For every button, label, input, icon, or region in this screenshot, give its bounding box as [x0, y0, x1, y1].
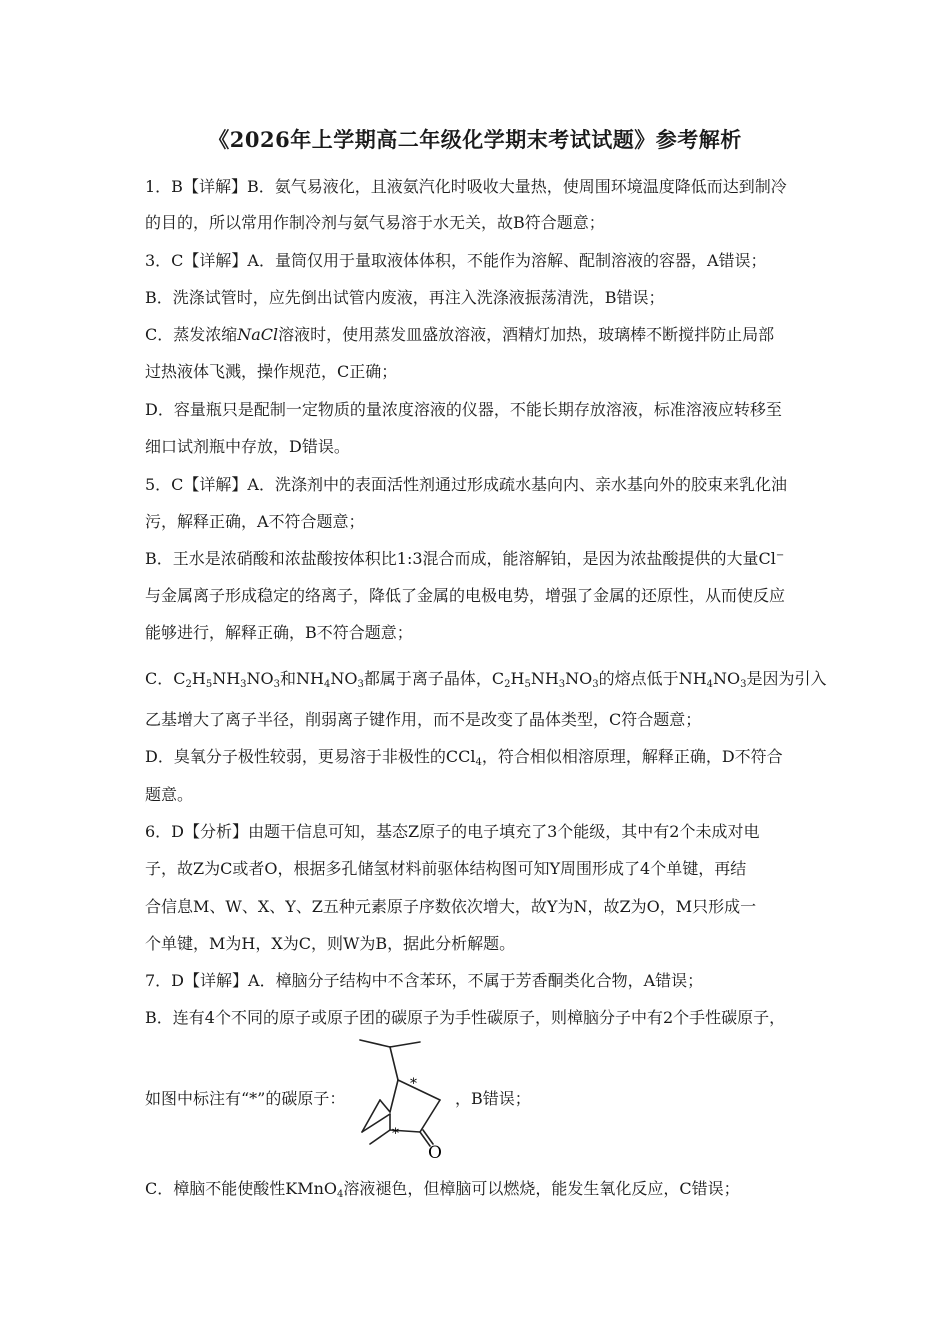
formula-part: NO [246, 669, 274, 688]
chiral-star-label: * [392, 1126, 399, 1142]
formula-sub: 5 [205, 679, 213, 690]
formula-sub: 4 [475, 757, 482, 768]
formula-part: NH [678, 669, 707, 688]
bond [420, 1100, 440, 1132]
formula-nh4no3 [679, 669, 747, 688]
text-line: 7．D【详解】A．樟脑分子结构中不含苯环，不属于芳香酮类化合物，A错误； [145, 971, 704, 990]
formula-part: NO [713, 669, 741, 688]
formula-sub: 5 [524, 679, 531, 690]
text-span: B．王水是浓硝酸和浓盐酸按体积比1:3混合而成，能溶解铂，是因为浓盐酸提供的大量Cl [145, 549, 776, 568]
formula-sub: 2 [504, 679, 511, 690]
text-line [145, 746, 815, 768]
text-span: 的熔点低于 [598, 669, 679, 688]
text-line: 细口试剂瓶中存放，D错误。 [145, 437, 350, 456]
formula-part: NH [530, 669, 559, 688]
bond [380, 1100, 390, 1112]
text-line: 1．B【详解】B．氨气易液化，且液氨汽化时吸收大量热，使周围环境温度降低而达到制冷 [145, 177, 787, 196]
formula-nh4no3 [296, 669, 364, 688]
text-line: 过热液体飞溅，操作规范，C正确； [145, 362, 398, 381]
formula-sub: 3 [558, 679, 566, 690]
text-line: 5．C【详解】A．洗涤剂中的表面活性剂通过形成疏水基向内、亲水基向外的胶束来乳化油 [145, 475, 787, 494]
text-line [145, 1178, 815, 1200]
text-line: B．连有4个不同的原子或原子团的碳原子为手性碳原子，则樟脑分子中有2个手性碳原子， [145, 1008, 786, 1027]
text-span: 是因为引入 [746, 669, 827, 688]
formula-part: C [491, 669, 505, 688]
text-span: 溶液时，使用蒸发皿盛放溶液，酒精灯加热，玻璃棒不断搅拌防止局部 [278, 325, 775, 344]
text-line: D．容量瓶只是配制一定物质的量浓度溶液的仪器，不能长期存放溶液，标准溶液应转移至 [145, 400, 782, 419]
text-line: ，B错误； [455, 1089, 531, 1108]
formula-part: H [510, 669, 525, 688]
text-line [145, 668, 827, 690]
bond [360, 1040, 390, 1047]
text-span: D．臭氧分子极性较弱，更易溶于非极性的CCl [145, 747, 476, 766]
formula-part: C [173, 669, 186, 688]
formula-sub: 3 [273, 679, 281, 690]
text-line: 能够进行，解释正确，B不符合题意； [145, 623, 413, 642]
text-line: 的目的，所以常用作制冷剂与氨气易溶于水无关，故B符合题意； [145, 213, 605, 232]
text-line: 个单键，M为H，X为C，则W为B，据此分析解题。 [145, 934, 516, 953]
text-line: 题意。 [145, 785, 194, 804]
text-line: 污，解释正确，A不符合题意； [145, 512, 365, 531]
charge-superscript: − [775, 550, 785, 561]
formula-sub: 3 [740, 679, 747, 690]
formula-sub: 4 [324, 679, 331, 690]
bond [390, 1080, 398, 1112]
text-line: 子，故Z为C或者O，根据多孔储氢材料前驱体结构图可知Y周围形成了4个单键，再结 [145, 859, 747, 878]
bond [362, 1100, 380, 1132]
text-line: 3．C【详解】A．量筒仅用于量取液体体积，不能作为溶解、配制溶液的容器，A错误； [145, 251, 767, 270]
text-span: 都属于离子晶体， [363, 669, 492, 688]
formula-part: NH [212, 669, 241, 688]
oxygen-label: O [428, 1143, 442, 1163]
text-line: 6．D【分析】由题干信息可知，基态Z原子的电子填充了3个能级，其中有2个未成对电 [145, 822, 760, 841]
formula-part: KMnO [285, 1179, 338, 1198]
formula-sub: 3 [240, 679, 247, 690]
bond [390, 1047, 398, 1080]
formula-sub: 3 [592, 679, 599, 690]
bond [398, 1080, 440, 1100]
formula-kmno4 [285, 1179, 343, 1198]
formula-nacl: NaCl [237, 325, 279, 344]
formula-c2h5nh3no3 [492, 669, 599, 688]
text-line: B．洗涤试管时，应先倒出试管内废液，再注入洗涤液振荡清洗，B错误； [145, 288, 665, 307]
text-span: 和 [280, 669, 297, 688]
text-line [145, 324, 815, 346]
formula-part: H [191, 669, 206, 688]
text-span: C． [145, 669, 174, 688]
formula-sub: 4 [337, 1189, 344, 1200]
bond [370, 1130, 390, 1144]
text-span: ，符合相似相溶原理，解释正确，D不符合 [481, 747, 783, 766]
page-title: 《2026年上学期高二年级化学期末考试试题》参考解析 [208, 127, 742, 152]
text-span: C．樟脑不能使酸性 [145, 1179, 286, 1198]
formula-c2h5nh3no3 [173, 669, 280, 688]
formula-sub: 3 [357, 679, 364, 690]
formula-part: NO [565, 669, 593, 688]
text-line: 合信息M、W、X、Y、Z五种元素原子序数依次增大，故Y为N，故Z为O，M只形成一 [145, 897, 757, 916]
text-line: 与金属离子形成稳定的络离子，降低了金属的电极电势，增强了金属的还原性，从而使反应 [145, 586, 786, 605]
formula-sub: 2 [185, 679, 192, 690]
bond [390, 1042, 420, 1047]
text-line [145, 548, 815, 570]
text-line: 如图中标注有“*”的碳原子： [145, 1089, 346, 1108]
text-span: C．蒸发浓缩 [145, 325, 238, 344]
text-span: 溶液褪色，但樟脑可以燃烧，能发生氧化反应，C错误； [343, 1179, 740, 1198]
formula-part: NH [296, 669, 324, 688]
text-line: 乙基增大了离子半径，削弱离子键作用，而不是改变了晶体类型，C符合题意； [145, 710, 702, 729]
chiral-star-label: * [410, 1076, 417, 1092]
camphor-structure-diagram [350, 1042, 450, 1162]
formula-sub: 4 [706, 679, 714, 690]
formula-part: NO [330, 669, 358, 688]
